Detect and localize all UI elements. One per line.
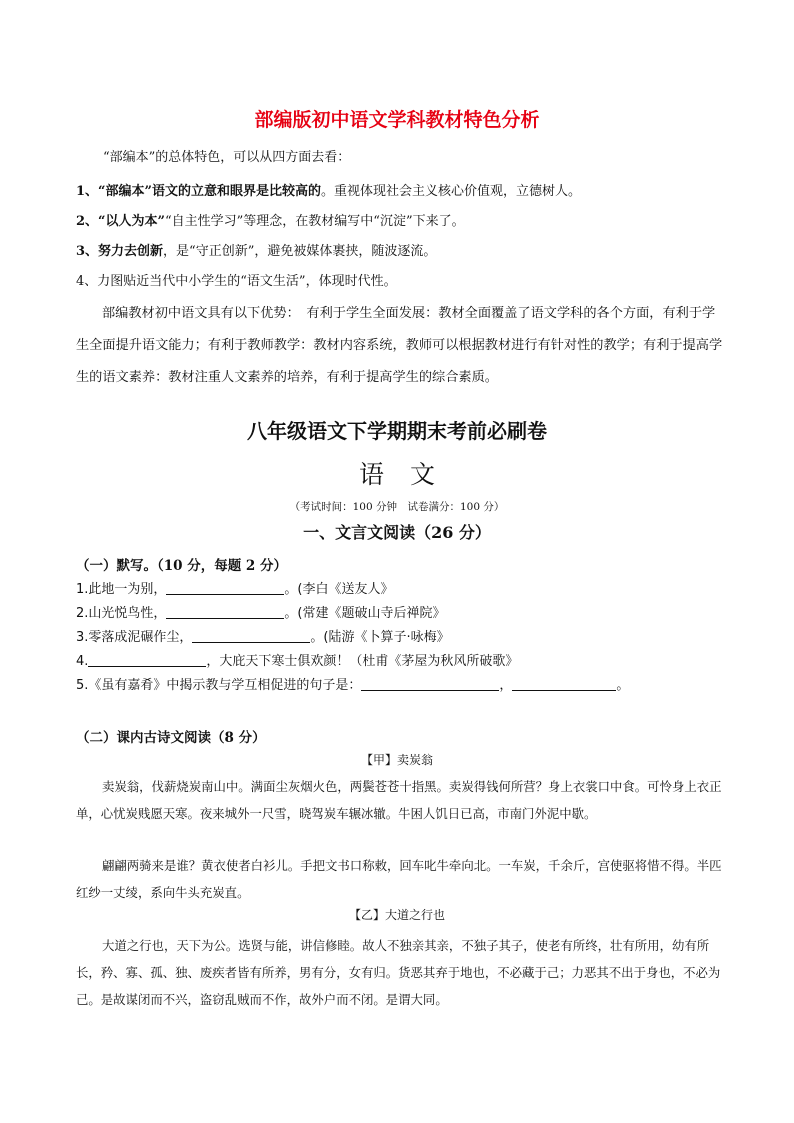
exam-subject: 语文	[358, 460, 461, 489]
feature-point-3	[76, 240, 436, 259]
exam-title: 八年级语文下学期期末考前必刷卷	[247, 419, 547, 443]
analysis-intro: “部编本”的总体特色，可以从四方面去看：	[103, 150, 351, 165]
answer-blank[interactable]	[88, 652, 206, 667]
point-bold: 2、“以人为本”	[76, 214, 166, 229]
exam-note: （考试时间：100 分钟 试卷满分：100 分）	[289, 501, 505, 513]
feature-point-2	[76, 210, 465, 229]
question-text: 3.零落成泥碾作尘，	[76, 630, 193, 645]
dictation-question-1	[76, 578, 393, 597]
question-source: ，大庇天下寒士俱欢颜！（杜甫《茅屋为秋风所破歌》	[206, 654, 519, 669]
dictation-question-2	[76, 602, 445, 621]
question-source: 。(常建《题破山寺后禅院》	[284, 606, 446, 621]
passage-jia-title: 【甲】卖炭翁	[360, 753, 433, 767]
point-text: 。重视体现社会主义核心价值观，立德树人。	[321, 184, 582, 199]
point-bold: 3、努力去创新	[76, 244, 164, 259]
dictation-question-4	[76, 650, 518, 669]
passage-yi-title: 【乙】大道之行也	[348, 908, 445, 922]
dictation-question-3	[76, 626, 450, 645]
question-text: 2.山光悦鸟性，	[76, 606, 167, 621]
passage-jia-paragraph-1: 卖炭翁，伐薪烧炭南山中。满面尘灰烟火色，两鬓苍苍十指黑。卖炭得钱何所营？身上衣裳口中食。可怜身上衣正单，心忧炭贱愿天寒。夜来城外一尺雪，晓驾炭车辗冰辙。牛困人饥日已高，市南门外泥中歇。	[76, 779, 722, 821]
passage-jia-paragraph-2: 翩翩两骑来是谁？黄衣使者白衫儿。手把文书口称敕，回车叱牛牵向北。一车炭，千余斤，宫使驱将惜不得。半匹红纱一丈绫，系向牛头充炭直。	[76, 858, 722, 900]
analysis-title: 部编版初中语文学科教材特色分析	[254, 109, 540, 131]
point-text: 4、力图贴近当代中小学生的“语文生活”，体现时代性。	[76, 274, 397, 289]
question-text: 5.《虽有嘉肴》中揭示教与学互相促进的句子是：	[76, 678, 362, 693]
dictation-question-5	[76, 674, 629, 693]
question-end: 。	[616, 678, 630, 693]
classical-reading-heading: （二）课内古诗文阅读（8 分）	[76, 730, 266, 746]
answer-blank[interactable]	[192, 628, 310, 643]
passage-yi-paragraph-1: 大道之行也，天下为公。选贤与能，讲信修睦。故人不独亲其亲，不独子其子，使老有所终，壮有所用，幼有所长，矜、寡、孤、独、废疾者皆有所养，男有分，女有归。货恶其弃于地也，不必藏于己；力恶其不出于身也，不必为己。是故谋闭而不兴，盗窃乱贼而不作，故外户而不闭。是谓大同。	[76, 938, 721, 1007]
point-text: ，是“守正创新”，避免被媒体裹挟，随波逐流。	[163, 244, 437, 259]
question-source: 。(陆游《卜算子·咏梅》	[310, 630, 450, 645]
question-text: 1.此地一为别，	[76, 582, 167, 597]
answer-blank[interactable]	[512, 676, 616, 691]
dictation-heading: （一）默写。（10 分，每题 2 分）	[76, 558, 288, 574]
question-text: 4.	[76, 654, 89, 669]
point-text: “自主性学习”等理念，在教材编写中“沉淀”下来了。	[165, 214, 465, 229]
answer-blank[interactable]	[361, 676, 499, 691]
answer-blank[interactable]	[166, 604, 284, 619]
question-source: 。(李白《送友人》	[284, 582, 394, 597]
question-separator: ，	[499, 678, 513, 693]
point-bold: 1、“部编本”语文的立意和眼界是比较高的	[76, 184, 322, 199]
advantages-paragraph: 部编教材初中语文具有以下优势： 有利于学生全面发展：教材全面覆盖了语文学科的各个方面，有利于学生全面提升语文能力；有利于教师教学：教材内容系统，教师可以根据教材进行有针对性的教学；有利于提高学生的语文素养：教材注重人文素养的培养，有利于提高学生的综合素质。	[76, 306, 723, 385]
answer-blank[interactable]	[166, 580, 284, 595]
section-heading: 一、文言文阅读（26 分）	[303, 523, 491, 542]
feature-point-4	[76, 270, 397, 289]
feature-point-1	[76, 180, 581, 199]
